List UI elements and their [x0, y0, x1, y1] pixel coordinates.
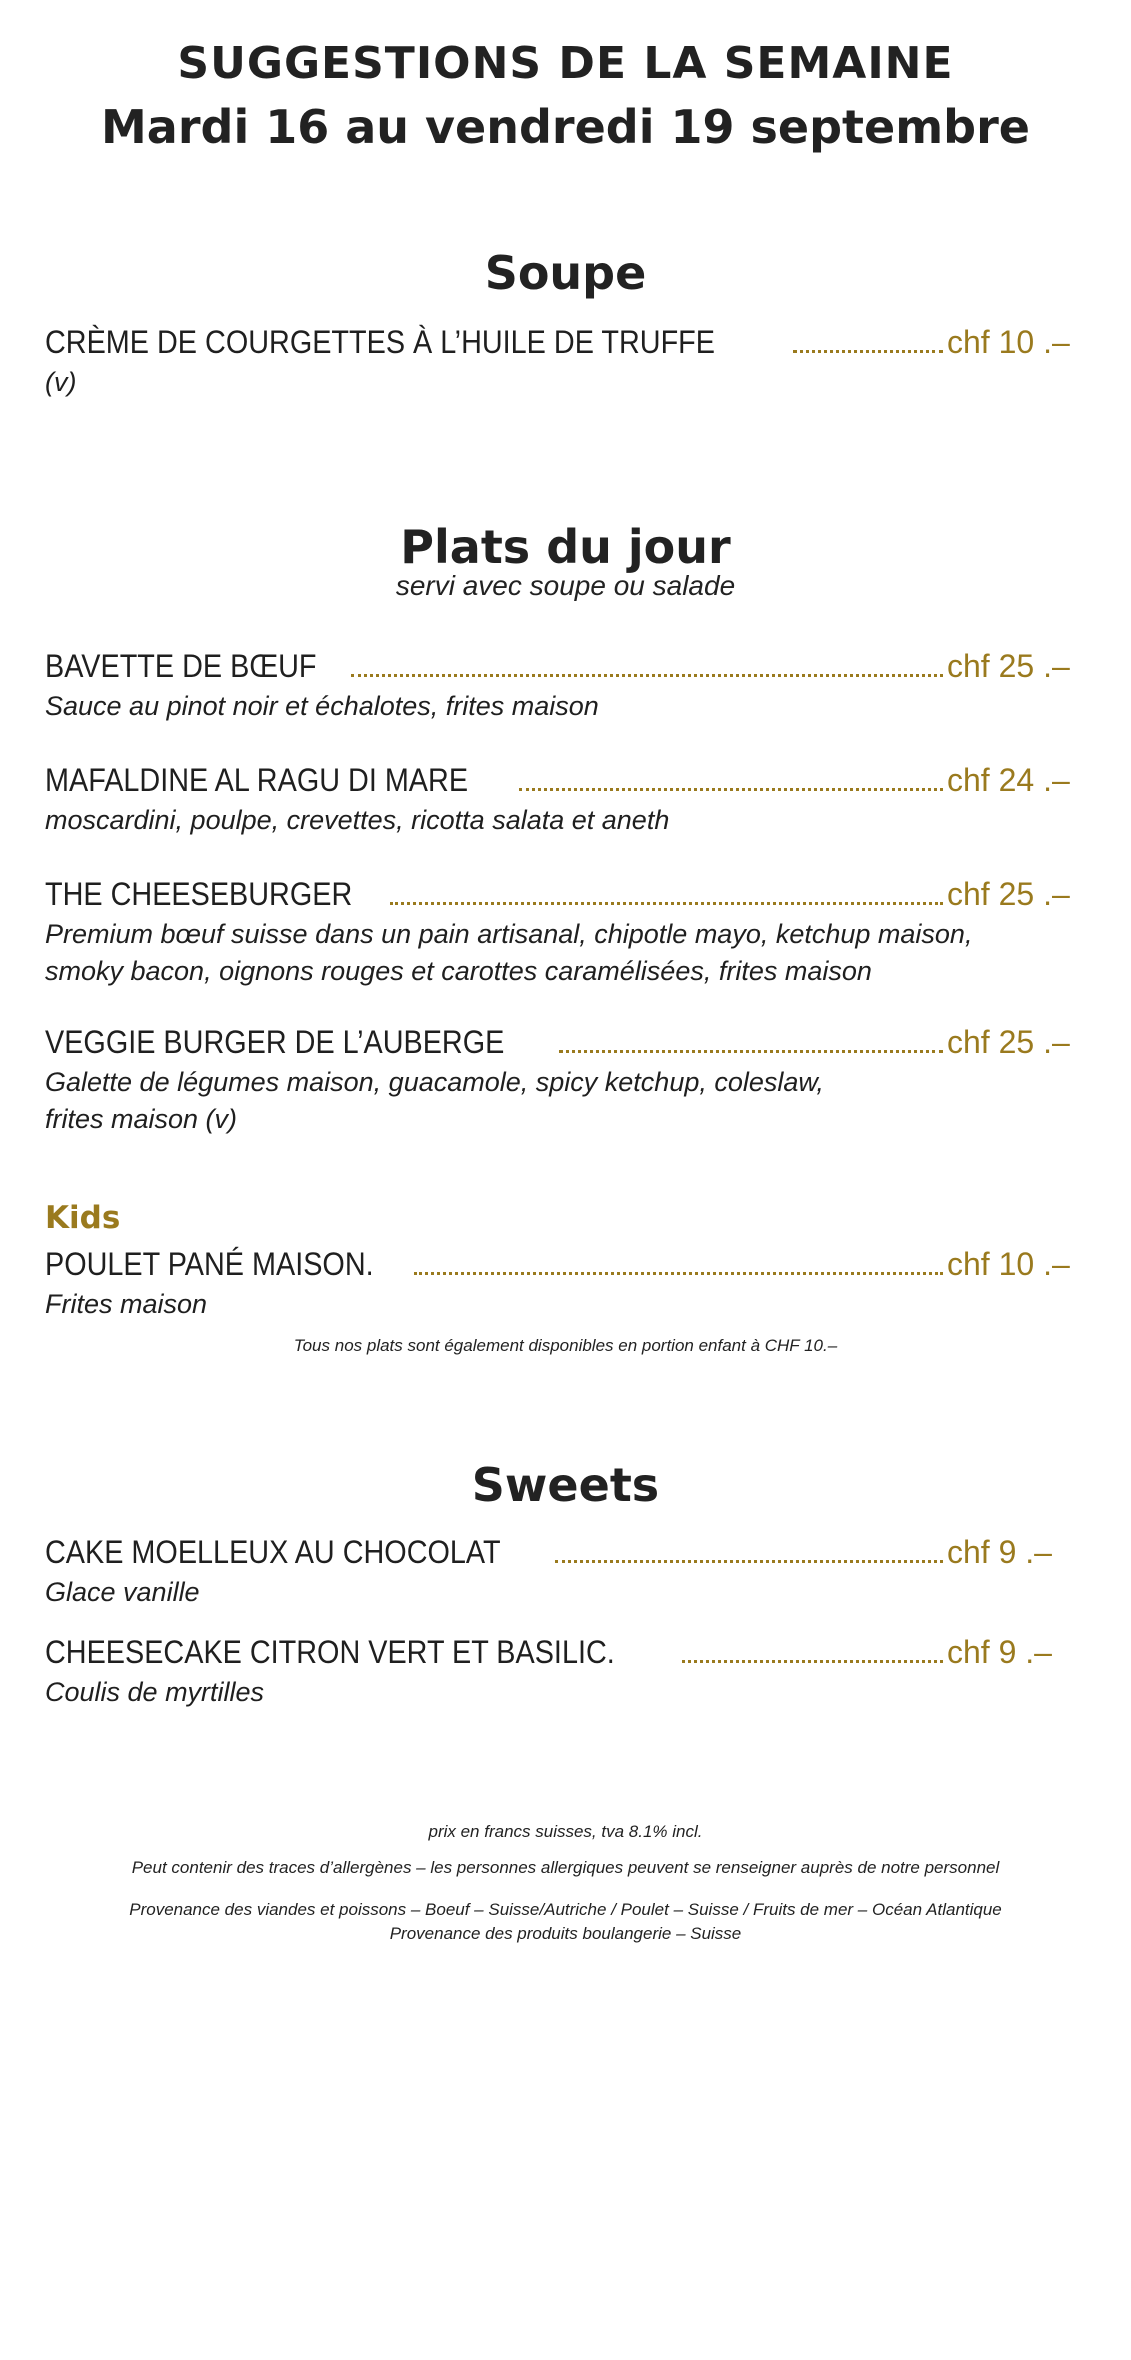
menu-item: [45, 1246, 1075, 1323]
item-price: chf 9 .–: [947, 1534, 1052, 1570]
dot-leader: [390, 902, 943, 905]
dot-leader: [682, 1660, 943, 1663]
item-name: THE CHEESEBURGER: [45, 876, 353, 912]
item-price: chf 25 .–: [947, 648, 1070, 684]
menu-item: [45, 762, 1075, 839]
item-name: CHEESECAKE CITRON VERT ET BASILIC.: [45, 1634, 615, 1670]
item-price: chf 10 .–: [947, 1246, 1070, 1282]
section-title-soupe: Soupe: [484, 246, 647, 300]
item-description: Frites maison: [45, 1289, 208, 1319]
item-name: CRÈME DE COURGETTES À L’HUILE DE TRUFFE: [45, 324, 715, 360]
item-description: Sauce au pinot noir et échalotes, frites maison: [45, 691, 599, 721]
item-description: Coulis de myrtilles: [45, 1677, 265, 1707]
menu-item: [45, 1634, 1075, 1711]
item-description: (v): [45, 367, 77, 397]
menu-item: [45, 648, 1075, 725]
section-subtitle-plats: servi avec soupe ou salade: [395, 570, 736, 601]
dot-leader: [555, 1560, 943, 1563]
page-title: SUGGESTIONS DE LA SEMAINE: [177, 38, 954, 89]
item-description: Glace vanille: [45, 1577, 200, 1607]
section-title-sweets: Sweets: [471, 1458, 660, 1512]
page-dates: Mardi 16 au vendredi 19 septembre: [101, 100, 1030, 154]
footer-origin-meat: Provenance des viandes et poissons – Boeuf – Suisse/Autriche / Poulet – Suisse / Fruits de mer – Océan Atlantique: [129, 1900, 1002, 1919]
item-name: MAFALDINE AL RAGU DI MARE: [45, 762, 469, 798]
dot-leader: [414, 1272, 943, 1275]
item-price: chf 24 .–: [947, 762, 1070, 798]
dot-leader: [351, 674, 943, 677]
item-description: frites maison (v): [45, 1104, 238, 1134]
section-title-kids: Kids: [45, 1200, 121, 1236]
kids-note: Tous nos plats sont également disponibles en portion enfant à CHF 10.–: [293, 1336, 838, 1355]
item-price: chf 25 .–: [947, 1024, 1070, 1060]
menu-item: [45, 1024, 1075, 1138]
section-title-plats: Plats du jour: [400, 520, 731, 574]
menu-item: [45, 876, 1075, 990]
item-price: chf 25 .–: [947, 876, 1070, 912]
menu-item: [45, 324, 1075, 401]
dot-leader: [793, 350, 943, 353]
item-description: Galette de légumes maison, guacamole, spicy ketchup, coleslaw,: [45, 1067, 824, 1097]
item-name: CAKE MOELLEUX AU CHOCOLAT: [45, 1534, 501, 1570]
dot-leader: [559, 1050, 943, 1053]
item-name: VEGGIE BURGER DE L’AUBERGE: [45, 1024, 505, 1060]
item-description: Premium bœuf suisse dans un pain artisanal, chipotle mayo, ketchup maison,: [45, 919, 973, 949]
item-price: chf 10 .–: [947, 324, 1070, 360]
item-price: chf 9 .–: [947, 1634, 1052, 1670]
item-description: smoky bacon, oignons rouges et carottes caramélisées, frites maison: [45, 956, 872, 986]
dot-leader: [519, 788, 943, 791]
menu-item: [45, 1534, 1075, 1611]
footer-origin-bakery: Provenance des produits boulangerie – Suisse: [389, 1924, 742, 1943]
footer-allergens: Peut contenir des traces d’allergènes – les personnes allergiques peuvent se renseigner auprès de notre personnel: [131, 1858, 1000, 1877]
item-description: moscardini, poulpe, crevettes, ricotta salata et aneth: [45, 805, 670, 835]
item-name: BAVETTE DE BŒUF: [45, 648, 317, 684]
footer-prices: prix en francs suisses, tva 8.1% incl.: [428, 1822, 703, 1841]
item-name: POULET PANÉ MAISON.: [45, 1246, 374, 1282]
